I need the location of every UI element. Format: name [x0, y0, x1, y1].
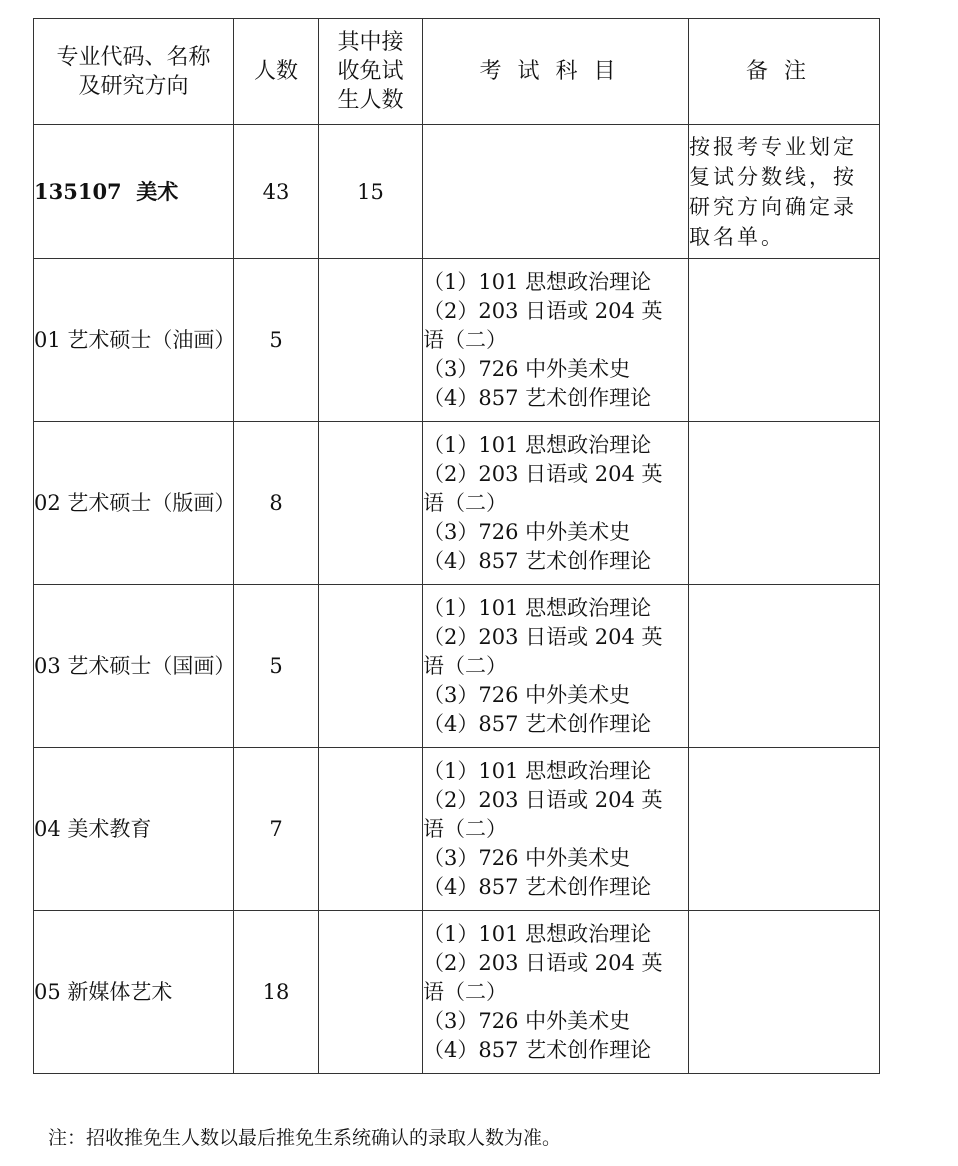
direction-remarks — [689, 748, 880, 911]
subject-line: （2）203 日语或 204 英 — [423, 298, 663, 323]
subject-line: （3）726 中外美术史 — [423, 519, 631, 544]
subject-line: （3）726 中外美术史 — [423, 845, 631, 870]
direction-code: 02 艺术硕士（版画） — [34, 422, 234, 585]
subject-line: 语（二） — [423, 490, 507, 515]
direction-subjects — [423, 422, 689, 585]
direction-row — [34, 911, 880, 1074]
direction-remarks — [689, 422, 880, 585]
direction-code: 04 美术教育 — [34, 748, 234, 911]
subject-line: （2）203 日语或 204 英 — [423, 461, 663, 486]
direction-subjects — [423, 585, 689, 748]
subject-line: （1）101 思想政治理论 — [423, 921, 652, 946]
direction-remarks — [689, 585, 880, 748]
subject-line: （1）101 思想政治理论 — [423, 595, 652, 620]
direction-count: 18 — [234, 911, 319, 1074]
direction-count: 5 — [234, 585, 319, 748]
direction-exempt — [319, 422, 423, 585]
header-remarks: 备注 — [689, 19, 880, 125]
subject-line: （2）203 日语或 204 英 — [423, 624, 663, 649]
direction-exempt — [319, 585, 423, 748]
major-name: 美术 — [136, 179, 179, 204]
subject-line: （3）726 中外美术史 — [423, 356, 631, 381]
header-exempt: 其中接收免试生人数 — [319, 19, 423, 125]
direction-code: 01 艺术硕士（油画） — [34, 259, 234, 422]
header-code: 专业代码、名称及研究方向 — [34, 19, 234, 125]
subject-line: （4）857 艺术创作理论 — [423, 385, 652, 410]
major-count: 43 — [234, 125, 319, 259]
direction-code: 03 艺术硕士（国画） — [34, 585, 234, 748]
subject-line: （4）857 艺术创作理论 — [423, 1037, 652, 1062]
major-row — [34, 125, 880, 259]
subject-line: （1）101 思想政治理论 — [423, 269, 652, 294]
direction-row — [34, 748, 880, 911]
header-row — [34, 19, 880, 125]
subject-line: （1）101 思想政治理论 — [423, 432, 652, 457]
direction-row — [34, 585, 880, 748]
direction-remarks — [689, 911, 880, 1074]
major-exempt: 15 — [319, 125, 423, 259]
subject-line: （3）726 中外美术史 — [423, 682, 631, 707]
subject-line: 语（二） — [423, 816, 507, 841]
subject-line: （2）203 日语或 204 英 — [423, 950, 663, 975]
direction-subjects — [423, 748, 689, 911]
major-code-cell — [34, 125, 234, 259]
direction-subjects — [423, 259, 689, 422]
subject-line: （4）857 艺术创作理论 — [423, 548, 652, 573]
direction-count: 5 — [234, 259, 319, 422]
major-code: 135107 — [34, 179, 122, 204]
subject-line: （1）101 思想政治理论 — [423, 758, 652, 783]
header-subjects: 考试科目 — [423, 19, 689, 125]
subject-line: （3）726 中外美术史 — [423, 1008, 631, 1033]
subject-line: 语（二） — [423, 327, 507, 352]
footnote: 注：招收推免生人数以最后推免生系统确认的录取人数为准。 — [48, 1127, 562, 1149]
major-subjects — [423, 125, 689, 259]
direction-subjects — [423, 911, 689, 1074]
subject-line: 语（二） — [423, 653, 507, 678]
direction-row — [34, 422, 880, 585]
direction-code: 05 新媒体艺术 — [34, 911, 234, 1074]
direction-exempt — [319, 259, 423, 422]
major-remarks: 按报考专业划定复试分数线，按研究方向确定录取名单。 — [689, 125, 880, 259]
header-count: 人数 — [234, 19, 319, 125]
direction-exempt — [319, 911, 423, 1074]
subject-line: （2）203 日语或 204 英 — [423, 787, 663, 812]
subject-line: 语（二） — [423, 979, 507, 1004]
subject-line: （4）857 艺术创作理论 — [423, 711, 652, 736]
direction-count: 7 — [234, 748, 319, 911]
direction-count: 8 — [234, 422, 319, 585]
admissions-table — [33, 18, 880, 1074]
direction-exempt — [319, 748, 423, 911]
direction-remarks — [689, 259, 880, 422]
subject-line: （4）857 艺术创作理论 — [423, 874, 652, 899]
direction-row — [34, 259, 880, 422]
